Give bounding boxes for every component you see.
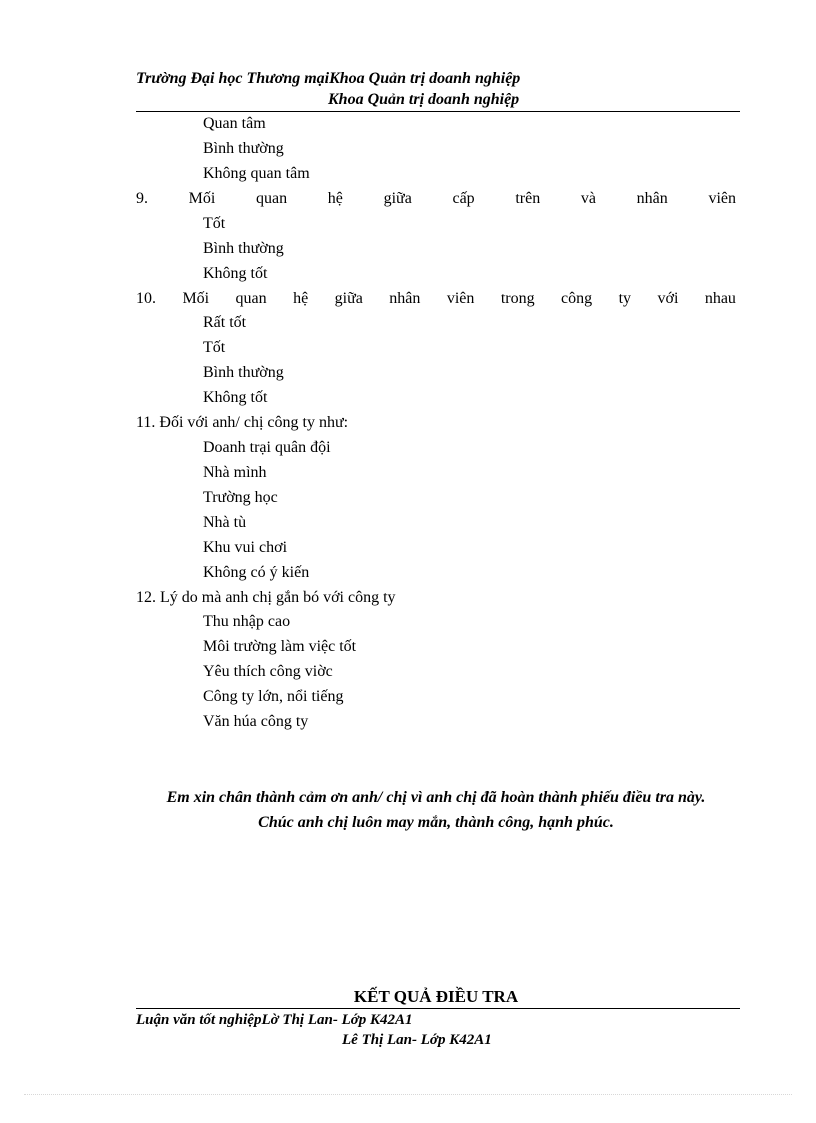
q9-word: cấp [452, 190, 475, 207]
q10-word: trong [500, 290, 535, 307]
q10-word: nhau [704, 290, 736, 307]
q11-option-3: Trường học [203, 489, 278, 506]
q9-number: 9. [136, 190, 148, 207]
q10-word: viên [446, 290, 475, 307]
question-12: 12. Lý do mà anh chị gắn bó với công ty [136, 589, 396, 606]
q10-word: giữa [334, 290, 363, 307]
q12-option-3: Yêu thích công viờc [203, 663, 333, 680]
q12-option-2: Môi trường làm việc tốt [203, 638, 357, 655]
closing-thanks: Em xin chân thành cảm ơn anh/ chị vì anh chị đã hoàn thành phiếu điều tra này. [166, 789, 706, 806]
question-10 [136, 289, 736, 309]
question-9 [136, 189, 736, 209]
q12-option-4: Công ty lớn, nổi tiếng [203, 688, 344, 705]
q9-word: quan [256, 190, 288, 207]
footer-thesis: Luận văn tốt nghiệpLờ Thị Lan- Lớp K42A1 [136, 1012, 413, 1028]
footer-rule [136, 1008, 740, 1009]
q10-word: nhân [389, 290, 421, 307]
q12-option-5: Văn húa công ty [203, 713, 309, 730]
q10-word: với [657, 290, 679, 307]
q8-option-3: Không quan tâm [203, 165, 310, 182]
q10-option-3: Bình thường [203, 364, 284, 381]
q10-option-4: Không tốt [203, 389, 268, 406]
q10-word: hệ [293, 290, 309, 307]
q10-word: Mối [182, 290, 210, 307]
q9-option-3: Không tốt [203, 265, 268, 282]
q11-option-2: Nhà mình [203, 464, 267, 481]
q9-word: viên [708, 190, 736, 207]
q10-word: quan [235, 290, 267, 307]
q9-word: nhân [636, 190, 668, 207]
q9-word: hệ [327, 190, 343, 207]
q11-option-6: Không có ý kiến [203, 564, 310, 581]
q9-word: trên [515, 190, 541, 207]
q10-word: công [561, 290, 593, 307]
footer-author: Lê Thị Lan- Lớp K42A1 [342, 1032, 492, 1048]
q10-option-1: Rất tốt [203, 314, 247, 331]
q9-option-1: Tốt [203, 215, 226, 232]
q8-option-2: Bình thường [203, 140, 284, 157]
q9-word: Mối [188, 190, 216, 207]
q10-number: 10. [136, 290, 156, 307]
q11-option-1: Doanh trại quân đội [203, 439, 331, 456]
page-bottom-divider [24, 1094, 792, 1095]
q10-word: ty [618, 290, 632, 307]
q8-option-1: Quan tâm [203, 115, 266, 132]
header-school: Trường Đại học Thương mạiKhoa Quản trị doanh nghiệp [136, 70, 521, 87]
q9-word: và [580, 190, 596, 207]
closing-wishes: Chúc anh chị luôn may mắn, thành công, hạnh phúc. [258, 814, 614, 831]
q12-option-1: Thu nhập cao [203, 613, 291, 630]
header-faculty: Khoa Quản trị doanh nghiệp [328, 91, 520, 108]
q11-option-5: Khu vui chơi [203, 539, 288, 556]
result-title: KẾT QUẢ ĐIỀU TRA [353, 987, 519, 1006]
header-rule [136, 111, 740, 112]
q11-option-4: Nhà tù [203, 514, 247, 531]
q9-option-2: Bình thường [203, 240, 284, 257]
question-11: 11. Đối với anh/ chị công ty như: [136, 414, 349, 431]
q9-word: giữa [383, 190, 412, 207]
q10-option-2: Tốt [203, 339, 226, 356]
